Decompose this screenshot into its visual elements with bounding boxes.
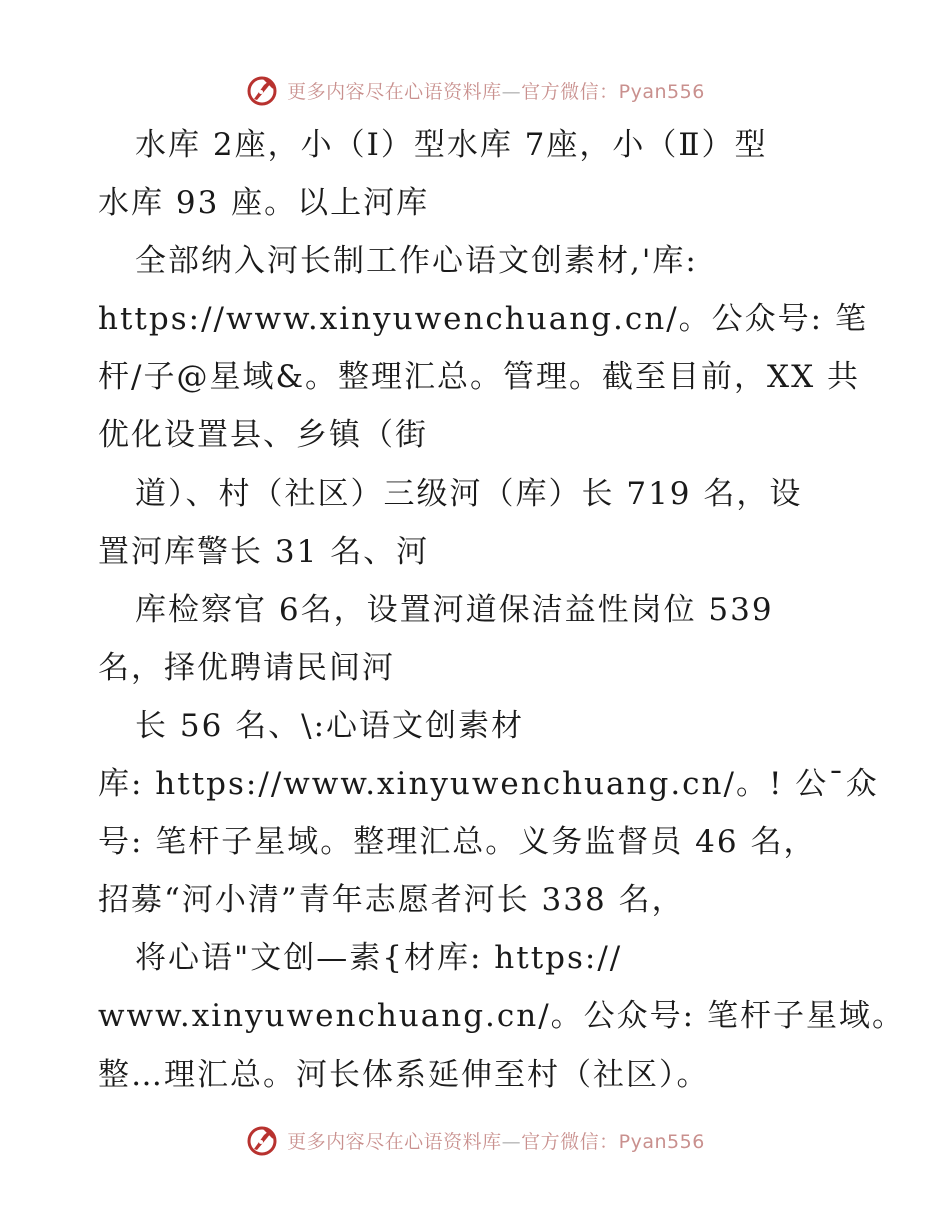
text-line: 道）、村（社区）三级河（库）长 719 名，设	[135, 475, 803, 512]
footer-banner-inner	[245, 1123, 705, 1157]
banner-wechat-text: 官方微信：Pyan556	[521, 80, 705, 103]
text-line: https://www.xinyuwenchuang.cn/。公众号: 笔	[98, 301, 868, 338]
text-line: www.xinyuwenchuang.cn/。公众号: 笔杆子星域。	[98, 998, 905, 1035]
document-body	[98, 116, 905, 1104]
pen-nib-logo-icon	[245, 1123, 279, 1157]
text-line: 整…理汇总。河长体系延伸至村（社区）。	[98, 1056, 710, 1093]
pen-nib-logo-icon	[245, 73, 279, 107]
text-line: 水库 2座，小（Ⅰ）型水库 7座，小（Ⅱ）型	[135, 127, 768, 163]
header-banner-inner	[245, 73, 705, 107]
text-line: 长 56 名、\:心语文创素材	[135, 707, 525, 744]
banner-wechat-text: 官方微信：Pyan556	[521, 1130, 705, 1153]
text-line: 置河库警长 31 名、河	[98, 533, 430, 570]
footer-banner	[0, 1120, 950, 1160]
text-line: 将心语"文创—素{材库: https://	[135, 940, 623, 977]
text-line: 库: https://www.xinyuwenchuang.cn/。! 公¯众	[98, 766, 879, 803]
banner-main-text: 更多内容尽在心语资料库	[287, 80, 502, 103]
text-line: 名，择优聘请民间河	[98, 649, 395, 686]
text-line: 全部纳入河长制工作心语文创素材,'库:	[135, 243, 698, 280]
banner-text	[287, 77, 705, 104]
text-line: 招募“河小清”青年志愿者河长 338 名，	[98, 882, 685, 919]
banner-separator: —	[501, 80, 522, 103]
header-banner	[0, 70, 950, 110]
text-line: 水库 93 座。以上河库	[98, 185, 430, 222]
text-line: 优化设置县、乡镇（街	[98, 417, 428, 454]
text-line: 库检察官 6名，设置河道保洁益性岗位 539	[135, 591, 774, 628]
text-line: 杆/子@星域&。整理汇总。管理。截至目前，XX 共	[98, 359, 861, 396]
banner-main-text: 更多内容尽在心语资料库	[287, 1130, 502, 1153]
text-line: 号: 笔杆子星域。整理汇总。义务监督员 46 名，	[98, 824, 817, 861]
banner-text	[287, 1127, 705, 1154]
banner-separator: —	[501, 1130, 522, 1153]
